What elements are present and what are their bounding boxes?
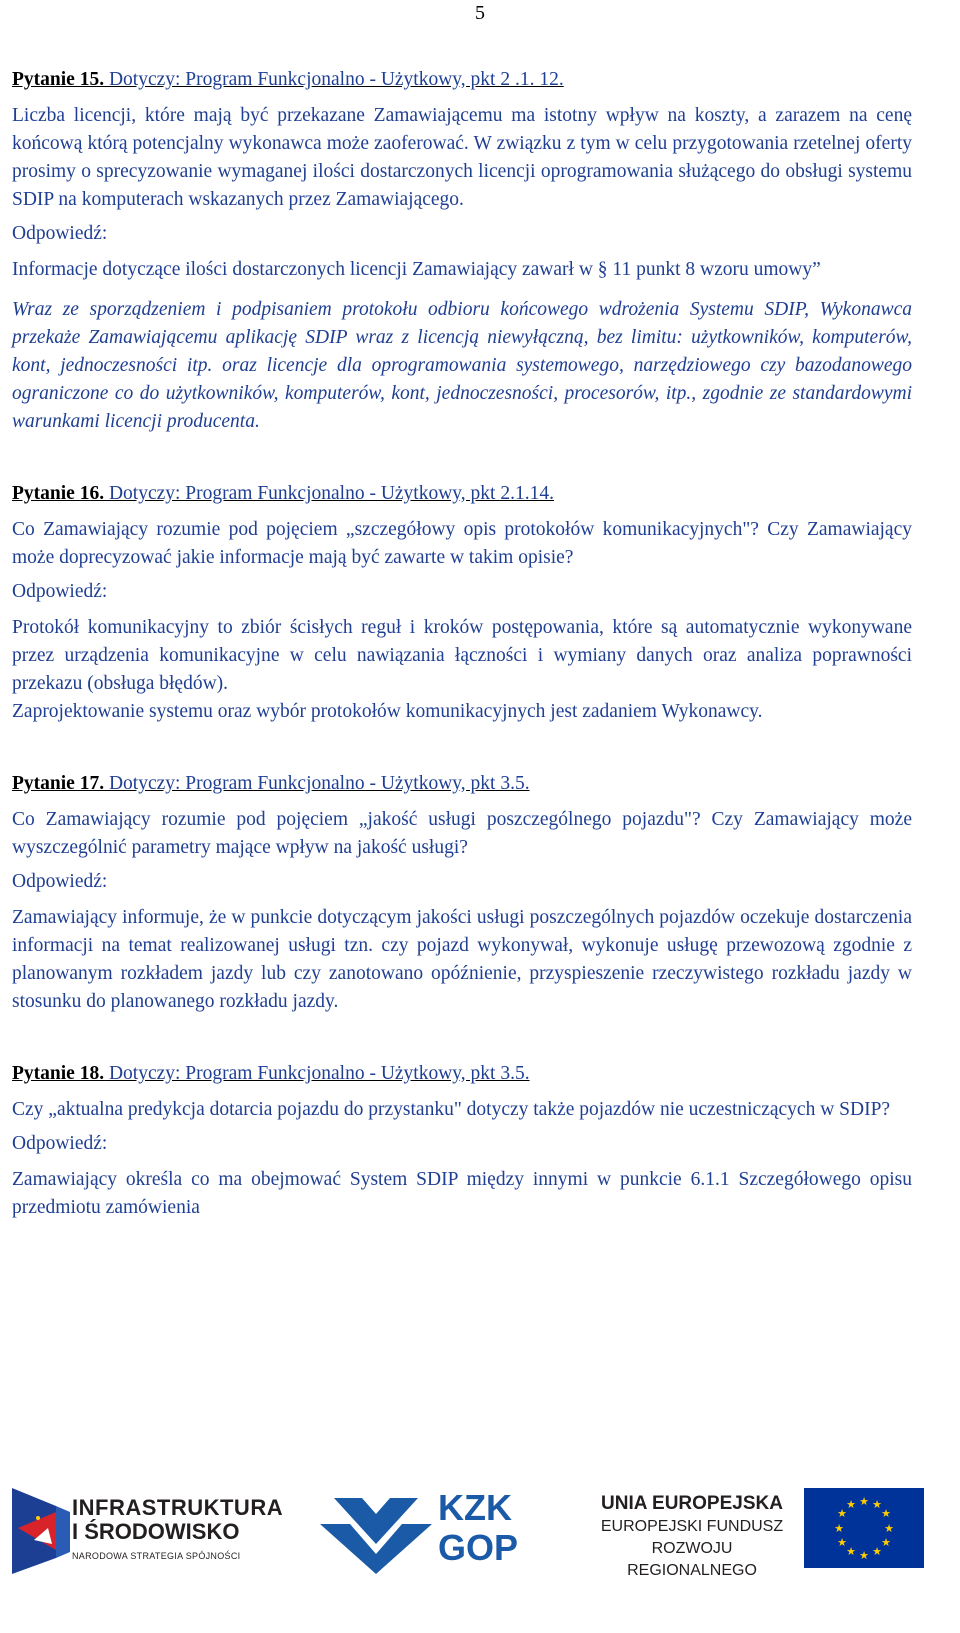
svg-text:★: ★ (837, 1507, 847, 1520)
question-18 (12, 1060, 912, 1222)
svg-text:★: ★ (837, 1536, 847, 1549)
question-heading (12, 1060, 912, 1088)
svg-text:★: ★ (859, 1549, 869, 1562)
svg-text:★: ★ (884, 1522, 894, 1535)
question-heading (12, 480, 912, 508)
ue-line1: UNIA EUROPEJSKA (601, 1493, 783, 1514)
svg-text:★: ★ (834, 1522, 844, 1535)
question-number: Pytanie 15. (12, 69, 105, 90)
question-reference: Dotyczy: Program Funkcjonalno - Użytkowy, pkt 3.5. (104, 1063, 530, 1084)
ue-line3: ROZWOJU REGIONALNEGO (627, 1540, 757, 1579)
question-number: Pytanie 18. (12, 1063, 105, 1084)
answer-quote: Wraz ze sporządzeniem i podpisaniem protokołu odbioru końcowego wdrożenia Systemu SDIP, Wykonawca przekaże Zamawiającemu aplikację SDIP wraz z licencją niewyłączną, bez limitu: użytkowników, komputerów, kont, jednoczesności itp. oraz licencje dla oprogramowania systemowego, narzędziowego czy bazodanowego ograniczone co do użytkowników, komputerów, kont, jednoczesności, procesorów, itp., zgodnie ze standardowymi warunkami licencji producenta. (12, 299, 912, 432)
infrastruktura-logo (12, 1486, 284, 1576)
svg-text:★: ★ (872, 1545, 882, 1558)
question-heading (12, 770, 912, 798)
answer-label: Odpowiedź: (12, 581, 108, 602)
svg-text:★: ★ (872, 1498, 882, 1511)
question-heading (12, 66, 912, 94)
question-text: Liczba licencji, które mają być przekazane Zamawiającemu ma istotny wpływ na koszty, a zarazem na cenę końcową którą potencjalny wykonawca może zaoferować. W związku z tym w celu przygotowania rzetelnej oferty prosimy o sprecyzowanie wymaganej ilości dostarczonych licencji oprogramowania służącego do obsługi systemu SDIP na komputerach wskazanych przez Zamawiającego. (12, 105, 912, 210)
infra-line3: NARODOWA STRATEGIA SPÓJNOŚCI (72, 1551, 241, 1561)
svg-text:★: ★ (859, 1495, 869, 1508)
question-reference: Dotyczy: Program Funkcjonalno - Użytkowy, pkt 2 .1. 12. (104, 69, 564, 90)
kzk-gop-logo (320, 1488, 530, 1574)
document-body (12, 66, 912, 1266)
answer-text: Informacje dotyczące ilości dostarczonych licencji Zamawiający zawarł w § 11 punkt 8 wzoru umowy” (12, 259, 821, 280)
question-text: Co Zamawiający rozumie pod pojęciem „jakość usługi poszczególnego pojazdu"? Czy Zamawiający może wyszczególnić parametry mające wpływ na jakość usługi? (12, 809, 912, 858)
question-15 (12, 66, 912, 436)
question-16 (12, 480, 912, 726)
ue-line2: EUROPEJSKI FUNDUSZ (600, 1518, 784, 1535)
question-text: Co Zamawiający rozumie pod pojęciem „szczegółowy opis protokołów komunikacyjnych"? Czy Zamawiający może doprecyzować jakie informacje mają być zawarte w takim opisie? (12, 519, 912, 568)
kzk-line2: GOP (438, 1527, 519, 1568)
question-text: Czy „aktualna predykcja dotarcia pojazdu do przystanku" dotyczy także pojazdów nie uczestniczących w SDIP? (12, 1099, 891, 1120)
nss-emblem-icon (12, 1488, 72, 1574)
question-reference: Dotyczy: Program Funkcjonalno - Użytkowy, pkt 2.1.14. (104, 483, 554, 504)
question-number: Pytanie 16. (12, 483, 105, 504)
footer-logos (0, 1486, 960, 1626)
question-17 (12, 770, 912, 1016)
svg-text:★: ★ (881, 1536, 891, 1549)
kzk-chevron-icon (320, 1494, 432, 1574)
answer-text: Protokół komunikacyjny to zbiór ścisłych reguł i kroków postępowania, które są automatycznie wykonywane przez urządzenia komunikacyjne w celu nawiązania łączności i wymiany danych oraz analiza poprawności przekazu (obsługa błędów). (12, 617, 912, 694)
answer-label: Odpowiedź: (12, 871, 108, 892)
question-reference: Dotyczy: Program Funkcjonalno - Użytkowy, pkt 3.5. (104, 773, 530, 794)
infra-line1: INFRASTRUKTURA (72, 1495, 284, 1520)
eu-fund-logo (592, 1488, 952, 1579)
question-number: Pytanie 17. (12, 773, 105, 794)
answer-label: Odpowiedź: (12, 1133, 108, 1154)
answer-text: Zaprojektowanie systemu oraz wybór protokołów komunikacyjnych jest zadaniem Wykonawcy. (12, 701, 763, 722)
answer-text: Zamawiający określa co ma obejmować System SDIP między innymi w punkcie 6.1.1 Szczegółowego opisu przedmiotu zamówienia (12, 1169, 912, 1218)
answer-text: Zamawiający informuje, że w punkcie dotyczącym jakości usługi poszczególnych pojazdów oczekuje dostarczenia informacji na temat realizowanej usługi tzn. czy pojazd wykonywał, wykonuje usługę przewozową zgodnie z planowanym rozkładem jazdy lub czy zanotowano opóźnienie, przyspieszenie rzeczywistego rozkładu jazdy w stosunku do planowanego rozkładu jazdy. (12, 907, 912, 1012)
kzk-line1: KZK (438, 1487, 512, 1528)
svg-text:★: ★ (881, 1507, 891, 1520)
page-number: 5 (475, 2, 485, 24)
eu-flag-icon (804, 1488, 924, 1568)
svg-text:★: ★ (846, 1498, 856, 1511)
infra-line2: I ŚRODOWISKO (72, 1519, 240, 1544)
svg-text:★: ★ (846, 1545, 856, 1558)
answer-label: Odpowiedź: (12, 223, 108, 244)
